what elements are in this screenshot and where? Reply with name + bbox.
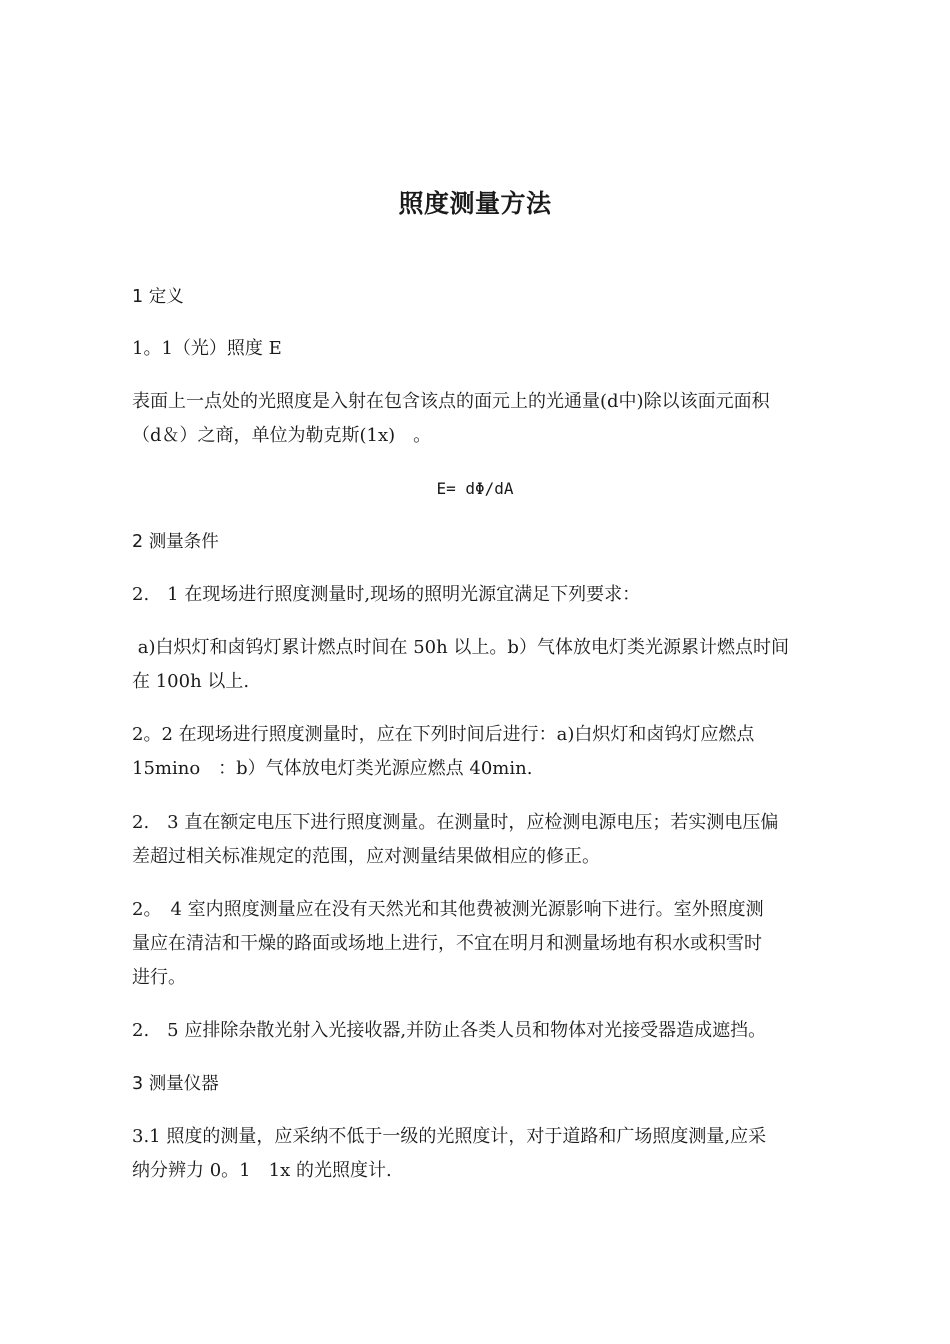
section-1-1-body-line-1: 表面上一点处的光照度是入射在包含该点的面元上的光通量(d中)除以该面元面积 — [132, 391, 770, 412]
section-2-4-line-3: 进行。 — [132, 967, 186, 988]
illuminance-formula: E= dΦ/dA — [436, 479, 514, 498]
section-3-heading: 3 测量仪器 — [132, 1074, 219, 1094]
section-3-1-line-2: 纳分辨力 0。1 1x 的光照度计. — [132, 1160, 392, 1181]
section-2-5: 2. 5 应排除杂散光射入光接收器,并防止各类人员和物体对光接受器造成遮挡。 — [132, 1020, 767, 1041]
section-1-heading: 1 定义 — [132, 287, 184, 307]
section-2-1: 2. 1 在现场进行照度测量时,现场的照明光源宜满足下列要求： — [132, 584, 641, 605]
section-2-3-line-2: 差超过相关标准规定的范围，应对测量结果做相应的修正。 — [132, 846, 600, 867]
section-2-1-items-line-2: 在 100h 以上. — [132, 671, 250, 692]
section-2-4-line-1: 2。 4 室内照度测量应在没有天然光和其他费被测光源影响下进行。室外照度测 — [132, 899, 764, 920]
section-2-heading: 2 测量条件 — [132, 532, 219, 552]
section-3-1-line-1: 3.1 照度的测量，应采纳不低于一级的光照度计，对于道路和广场照度测量,应采 — [132, 1126, 767, 1147]
section-2-1-items-line-1: a)白炽灯和卤钨灯累计燃点时间在 50h 以上。b）气体放电灯类光源累计燃点时间 — [132, 637, 789, 658]
section-1-1-body-line-2: （d＆）之商，单位为勒克斯(1x) 。 — [132, 425, 432, 446]
section-2-4-line-2: 量应在清洁和干燥的路面或场地上进行，不宜在明月和测量场地有积水或积雪时 — [132, 933, 762, 954]
section-2-3-line-1: 2. 3 直在额定电压下进行照度测量。在测量时，应检测电源电压；若实测电压偏 — [132, 812, 779, 833]
document-title: 照度测量方法 — [398, 189, 552, 218]
section-1-1-heading: 1。1（光）照度 E — [132, 338, 282, 359]
section-2-2-line-2: 15mino ：b）气体放电灯类光源应燃点 40min. — [132, 758, 533, 779]
section-2-2-line-1: 2。2 在现场进行照度测量时，应在下列时间后进行：a)白炽灯和卤钨灯应燃点 — [132, 724, 755, 745]
